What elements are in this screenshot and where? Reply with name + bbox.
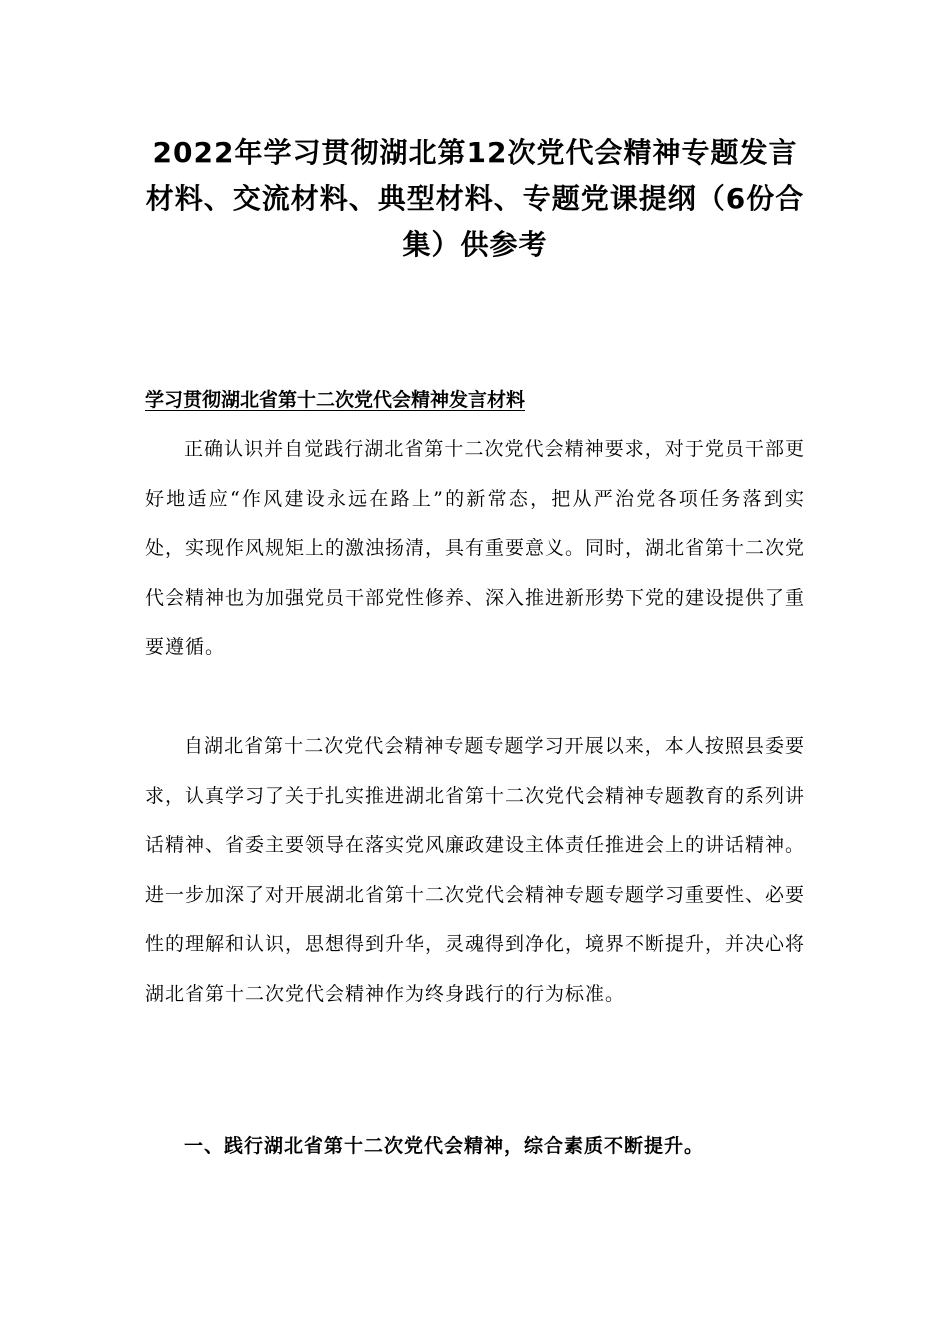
- document-title: 2022年学习贯彻湖北第12次党代会精神专题发言材料、交流材料、典型材料、专题党课提纲（6份合集）供参考: [145, 136, 805, 261]
- paragraph-2: 自湖北省第十二次党代会精神专题专题学习开展以来，本人按照县委要求，认真学习了关于扎实推进湖北省第十二次党代会精神专题教育的系列讲话精神、省委主要领导在落实党风廉政建设主体责任推进会上的讲话精神。进一步加深了对开展湖北省第十二次党代会精神专题专题学习重要性、必要性的理解和认识，思想得到升华，灵魂得到净化，境界不断提升，并决心将湖北省第十二次党代会精神作为终身践行的行为标准。: [145, 735, 806, 1005]
- paragraph-1: 正确认识并自觉践行湖北省第十二次党代会精神要求，对于党员干部更好地适应“作风建设永远在路上”的新常态，把从严治党各项任务落到实处，实现作风规矩上的激浊扬清，具有重要意义。同时，湖北省第十二次党代会精神也为加强党员干部党性修养、深入推进新形势下党的建设提供了重要遵循。: [145, 438, 806, 658]
- subheading-1: 一、践行湖北省第十二次党代会精神，综合素质不断提升。: [184, 1135, 705, 1157]
- section-heading: 学习贯彻湖北省第十二次党代会精神发言材料: [145, 389, 526, 411]
